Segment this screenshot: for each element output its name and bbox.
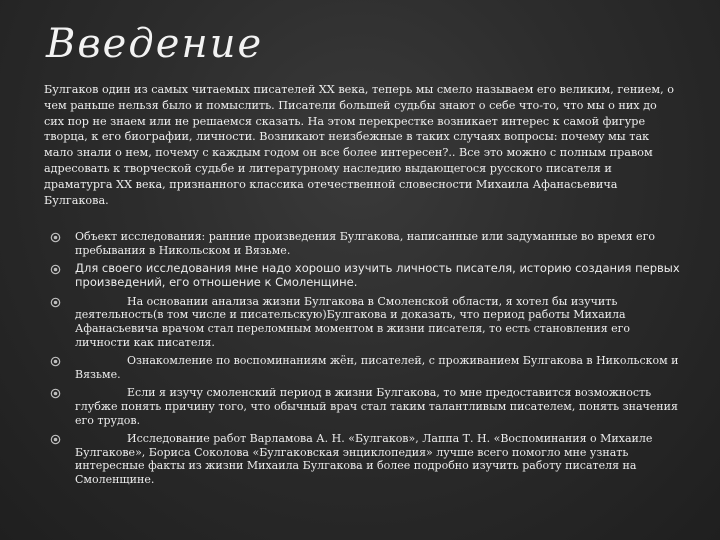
bullet-item-hypothesis <box>44 386 680 427</box>
bullet-text: Ознакомление по воспоминаниям жён, писателей, с проживанием Булгакова в Никольском и Вязьме. <box>75 354 679 381</box>
intro-paragraph: Булгаков один из самых читаемых писателей XX века, теперь мы смело называем его великим, гением, о чем раньше нельзя было и помыслить. Писатели большей судьбы знают о себе что-то, что мы о них до сих пор не знаем или не решаемся сказать. На этом перекрестке возникает интерес к самой фигуре творца, к его биографии, личности. Возникают неизбежные в таких случаях вопросы: почему мы так мало знали о нем, почему с каждым годом он все более интересен?.. Все это можно с полным правом адресовать к творческой судьбе и литературному наследию выдающегося русского писателя и драматурга XX века, признанного классика отечественной словесности Михаила Афанасьевича Булгакова. <box>44 83 674 207</box>
bullet-text: Если я изучу смоленский период в жизни Булгакова, то мне предоставится возможность глубже понять причину того, что обычный врач стал таким талантливым писателем, понять значения его трудов. <box>75 386 678 427</box>
bullet-text: Объект исследования: ранние произведения Булгакова, написанные или задуманные во время его пребывания в Никольском и Вязьме. <box>75 230 655 257</box>
bullet-item-memoirs <box>44 354 680 381</box>
bullet-text: На основании анализа жизни Булгакова в Смоленской области, я хотел бы изучить деятельность(в том числе и писательскую)Булгакова и доказать, что период работы Михаила Афанасьевича врачом стал переломным моментом в жизни писателя, то есть становления его личности как писателя. <box>75 294 631 349</box>
bullet-icon <box>50 264 61 275</box>
bullet-icon <box>50 297 61 308</box>
bullet-item-sources <box>44 432 680 486</box>
bullet-text: Для своего исследования мне надо хорошо изучить личность писателя, историю создания первых произведений, его отношение к Смоленщине. <box>75 261 680 289</box>
bullet-item-object <box>44 230 680 257</box>
slide-title: Введение <box>46 21 264 67</box>
bullet-list <box>44 230 680 492</box>
bullet-item-analysis <box>44 295 680 349</box>
bullet-icon <box>50 356 61 367</box>
bullet-icon <box>50 388 61 399</box>
bullet-item-study <box>44 262 680 290</box>
bullet-icon <box>50 434 61 445</box>
bullet-text: Исследование работ Варламова А. Н. «Булгаков», Лаппа Т. Н. «Воспоминания о Михаиле Булгакове», Бориса Соколова «Булгаковская энциклопедия» лучше всего помогло мне узнать интересные факты из жизни Михаила Булгакова и более подробно изучить работу писателя на Смоленщине. <box>75 432 653 486</box>
bullet-icon <box>50 232 61 243</box>
